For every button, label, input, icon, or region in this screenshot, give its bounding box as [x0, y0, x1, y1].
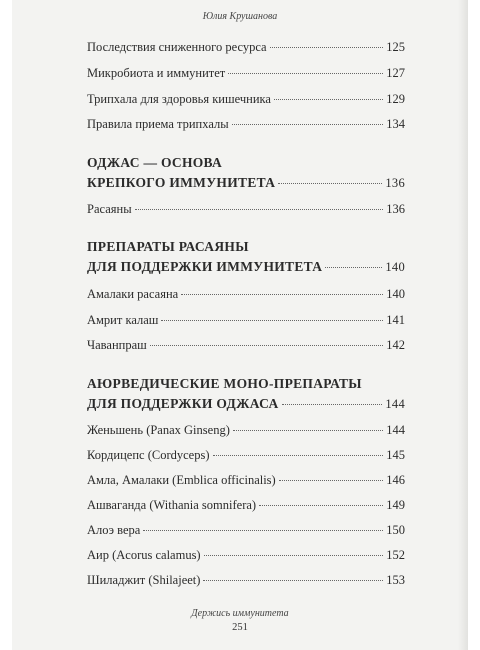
toc-entry-page: 140: [386, 287, 405, 301]
dot-leader: [181, 294, 383, 295]
dot-leader: [232, 124, 384, 125]
running-footer: Держись иммунитета: [191, 608, 289, 619]
section-title-line1: АЮРВЕДИЧЕСКИЕ МОНО-ПРЕПАРАТЫ: [87, 376, 362, 391]
toc-entry-title: Чаванпраш: [87, 338, 147, 352]
dot-leader: [233, 430, 383, 431]
toc-entry-page: 144: [386, 423, 405, 437]
section-title-line1: ПРЕПАРАТЫ РАСАЯНЫ: [87, 239, 249, 254]
toc-entry-title: Ашваганда (Withania somnifera): [87, 498, 257, 512]
book-page: [12, 0, 468, 650]
toc-entry-title: Амрит калаш: [87, 313, 159, 327]
toc-entry: [87, 313, 405, 328]
toc-entry-title: Микробиота и иммунитет: [87, 66, 226, 80]
section-title-line1: ОДЖАС — ОСНОВА: [87, 155, 223, 170]
dot-leader: [213, 455, 384, 456]
dot-leader: [270, 47, 384, 48]
toc-section-heading: [87, 155, 405, 191]
toc-entry: [87, 66, 405, 81]
toc-entry: [87, 423, 405, 438]
toc-entry-title: Шиладжит (Shilajeet): [87, 573, 201, 587]
dot-leader: [203, 580, 383, 581]
toc-entry-page: 136: [386, 202, 405, 216]
dot-leader: [274, 99, 383, 100]
page-number: 251: [232, 622, 248, 633]
toc-entry-title: Трипхала для здоровья кишечника: [87, 92, 271, 106]
dot-leader: [161, 320, 383, 321]
section-page: 140: [385, 260, 405, 274]
toc-entry: [87, 548, 405, 563]
toc-entry-title: Женьшень (Panax Ginseng): [87, 423, 230, 437]
toc-entry: [87, 202, 405, 217]
dot-leader: [325, 267, 382, 268]
toc-entry: [87, 287, 405, 302]
toc-entry: [87, 523, 405, 538]
section-title-line2: КРЕПКОГО ИММУНИТЕТА: [87, 175, 276, 190]
toc-entry-title: Амалаки расаяна: [87, 287, 179, 301]
toc-entry: [87, 40, 405, 55]
dot-leader: [282, 404, 383, 405]
toc-section-heading: [87, 239, 405, 275]
toc-entry: [87, 117, 405, 132]
toc-entry-page: 145: [386, 448, 405, 462]
dot-leader: [259, 505, 383, 506]
dot-leader: [150, 345, 383, 346]
running-header: Юлия Крушанова: [202, 11, 278, 22]
toc-entry-page: 142: [386, 338, 405, 352]
toc-entry: [87, 498, 405, 513]
toc-entry-title: Амла, Амалаки (Emblica officinalis): [87, 473, 276, 487]
toc-entry-page: 152: [386, 548, 405, 562]
toc-entry-title: Расаяны: [87, 202, 132, 216]
dot-leader: [135, 209, 384, 210]
dot-leader: [279, 480, 384, 481]
toc-entry-page: 125: [386, 40, 405, 54]
toc-entry: [87, 448, 405, 463]
toc-entry-page: 127: [386, 66, 405, 80]
toc-entry: [87, 573, 405, 588]
toc-entry: [87, 338, 405, 353]
dot-leader: [143, 530, 383, 531]
toc-entry: [87, 92, 405, 107]
toc-entry-title: Последствия сниженного ресурса: [87, 40, 267, 54]
section-page: 144: [385, 397, 405, 411]
section-page: 136: [385, 176, 405, 190]
dot-leader: [204, 555, 384, 556]
dot-leader: [278, 183, 382, 184]
toc-entry-title: Аир (Acorus calamus): [87, 548, 201, 562]
toc-entry-page: 141: [386, 313, 405, 327]
toc-entry-page: 146: [386, 473, 405, 487]
section-title-line2: ДЛЯ ПОДДЕРЖКИ ИММУНИТЕТА: [87, 259, 323, 274]
toc-entry-page: 153: [386, 573, 405, 587]
toc-section-heading: [87, 376, 405, 412]
toc-entry-title: Правила приема трипхалы: [87, 117, 229, 131]
toc-entry-page: 134: [386, 117, 405, 131]
toc-entry-title: Кордицепс (Cordyceps): [87, 448, 210, 462]
toc-entry-page: 150: [386, 523, 405, 537]
toc-entry-page: 149: [386, 498, 405, 512]
section-title-line2: ДЛЯ ПОДДЕРЖКИ ОДЖАСА: [87, 396, 279, 411]
toc-entry-title: Алоэ вера: [87, 523, 141, 537]
dot-leader: [228, 73, 383, 74]
toc-entry-page: 129: [386, 92, 405, 106]
toc-entry: [87, 473, 405, 488]
